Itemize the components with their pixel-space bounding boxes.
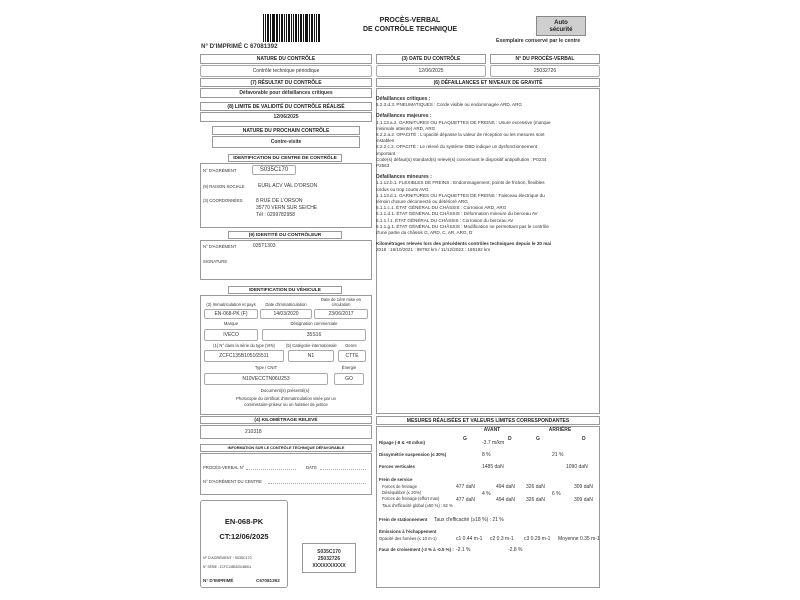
ffm-ar-g: 326 daN xyxy=(526,497,545,503)
col-av-g: G xyxy=(463,436,467,442)
col-ar-d: D xyxy=(582,436,586,442)
deliverable-date-line xyxy=(320,469,366,470)
forces-verticales-av: 1485 daN xyxy=(482,464,504,470)
barcode-stripe xyxy=(288,14,289,42)
type-value: N10VECCTN06U253 xyxy=(204,373,328,385)
mineure-4: 6.1.1.c.1. ÉTAT GÉNÉRAL DU CHÂSSIS : Corrosion ARD, ARG xyxy=(376,205,507,211)
sticker-line3: XXXXXXXXXX xyxy=(312,563,346,569)
mesures-arriere: ARRIÈRE xyxy=(548,427,572,433)
type-header: Type / CNIT xyxy=(254,365,278,370)
majeure-4: 8.2.2.c.2. OPACITÉ : Le relevé du système OBD indique un dysfonctionnement xyxy=(376,144,538,150)
frein-service-label: Frein de service xyxy=(379,477,413,482)
ff-av-g: 477 daN xyxy=(456,484,475,490)
category-badge: Auto sécurité xyxy=(536,16,586,36)
marque-header: Marque xyxy=(223,321,239,326)
majeure-3: instables xyxy=(376,138,395,144)
designation-value: 35S16 xyxy=(262,329,366,341)
immat-header: (2) Immatriculation et pays xyxy=(206,302,256,307)
barcode-stripe xyxy=(303,14,304,42)
stub-imprime-value: C67081392 xyxy=(256,578,280,583)
stub-imprime-label: N° D'IMPRIMÉ xyxy=(203,578,234,583)
barcode-stripe xyxy=(318,14,319,42)
mineure-5: 6.1.1.d.1. ÉTAT GÉNÉRAL DU CHÂSSIS : Déformation mineure du berceau AV xyxy=(376,211,538,217)
immat-value: EN-068-PK (F) xyxy=(204,309,258,319)
majeure-1: minimale atteinte) ARD, ARG xyxy=(376,125,436,131)
vin-value: ZCFC135B105165511 xyxy=(204,350,284,362)
centre-address2: 35770 VERN SUR SEICHE xyxy=(256,205,318,211)
deliverable-date-label: DATE xyxy=(306,465,317,470)
deliverable-pv-label: PROCÈS-VERBAL N° xyxy=(203,465,245,470)
barcode-stripe xyxy=(314,14,315,42)
majeure-2: 8.2.2.a.2. OPACITÉ : L'opacité dépasse la valeur de réception ou les mesures sont xyxy=(376,132,545,138)
sticker-line1: S035C170 xyxy=(317,549,341,555)
majeure-7: P2563 xyxy=(376,163,390,169)
controleur-agrement-label: N° D'AGRÉMENT xyxy=(203,244,237,249)
dissym-susp-label: Dissymétrie suspension (≤ 30%) xyxy=(379,452,447,457)
imprime-number: N° D'IMPRIMÉ C 67081392 xyxy=(201,43,278,50)
deliverable-agrement-label: N° D'AGRÉMENT DU CENTRE xyxy=(203,479,262,484)
kilometrage-header: (4) KILOMÉTRAGE RELEVÉ xyxy=(200,416,372,424)
km-history-title: Kilométrages relevés lors des précédents contrôles techniques depuis le 20 mai xyxy=(376,241,552,247)
stub-immat: EN-068-PK xyxy=(224,517,264,526)
ffm-av-d: 494 daN xyxy=(496,497,515,503)
date-first-value: 23/06/2017 xyxy=(314,309,368,319)
defaillances-header: (6) DÉFAILLANCES ET NIVEAUX DE GRAVITÉ xyxy=(376,78,600,87)
col-ar-g: G xyxy=(536,436,540,442)
barcode-stripe xyxy=(270,14,271,42)
nature-header: NATURE DU CONTRÔLE xyxy=(200,54,372,64)
barcode-stripe xyxy=(319,14,320,42)
categorie-value: N1 xyxy=(288,350,334,362)
barcode-stripe xyxy=(295,14,296,42)
barcode-stripe xyxy=(265,14,266,42)
majeure-0: 1.1.13.a.2. GARNITURES OU PLAQUETTES DE FREINS : Usure excessive (marque xyxy=(376,119,551,125)
categorie-header: (5) Catégorie internationale xyxy=(286,343,337,348)
desequilibre-ar: 6 % xyxy=(552,491,561,497)
defaillances-list xyxy=(376,96,596,254)
date-first-header: Date de 1ère mise en circulation xyxy=(320,297,362,307)
centre-agrement-value: S035C170 xyxy=(252,165,296,175)
nature-value: Contrôle technique périodique xyxy=(200,65,372,77)
forces-freinage-label: Forces de freinage xyxy=(382,484,417,489)
controleur-agrement-value: 035T1303 xyxy=(253,243,276,249)
pv-number-header: N° DU PROCÈS-VERBAL xyxy=(490,54,600,64)
dissym-susp-ar: 21 % xyxy=(552,452,564,458)
barcode-stripe xyxy=(291,14,293,42)
designation-header: Désignation commerciale xyxy=(290,321,338,326)
stub-ticket xyxy=(200,500,288,588)
deliverable-header: INFORMATION SUR LE CONTRÔLE TECHNIQUE DÉFAVORABLE xyxy=(200,444,372,452)
documents-value: Photocopie du certificat d'immatriculation visée par un commissaire-priseur ou un huissier de justice xyxy=(236,396,336,407)
barcode-stripe xyxy=(289,14,290,42)
km-history-line: 2018 : 16/10/2021 : 89792 km / 11/12/2023 : 169192 km xyxy=(376,247,491,253)
page-title-line1: PROCÈS-VERBAL xyxy=(379,17,441,24)
barcode-stripe xyxy=(281,14,282,42)
opacite-c2: c2 0.3 m-1 xyxy=(490,536,514,542)
barcode-stripe xyxy=(316,14,317,42)
date-controle-value: 12/06/2025 xyxy=(376,65,486,77)
copy-note: Exemplaire conservé par le centre xyxy=(496,38,581,44)
centre-agrement-label: N° D'AGRÉMENT xyxy=(203,168,237,173)
croisement-g: -2.1 % xyxy=(456,547,471,553)
mineure-3: témoin d'usure déconnecté ou détérioré ARG xyxy=(376,199,468,205)
barcode-stripe xyxy=(293,14,294,42)
barcode-stripe xyxy=(301,14,302,42)
deliverable-agrement-line xyxy=(268,483,366,484)
date-immat-header: Date d'immatriculation xyxy=(265,302,307,307)
ripage-value: -3.7 m/km xyxy=(482,440,505,446)
croisement-label: Faux de croisement (-3 % à -0.5 %) : xyxy=(379,547,454,552)
ffm-ar-d: 309 daN xyxy=(574,497,593,503)
marque-value: IVECO xyxy=(204,329,258,341)
ff-av-d: 494 daN xyxy=(496,484,515,490)
mineure-0: 1.1.12.b.1. FLEXIBLES DE FREINS : Endommagement, points de friction, flexibles xyxy=(376,180,545,186)
page-title-line2: DE CONTRÔLE TECHNIQUE xyxy=(362,26,458,33)
barcode-stripe xyxy=(268,14,269,42)
deliverable-pv-line xyxy=(246,469,296,470)
barcode-stripe xyxy=(263,14,264,42)
mineures-title: Défaillances mineures : xyxy=(376,174,432,181)
controleur-signature-label: SIGNATURE xyxy=(203,259,228,264)
barcode-stripe xyxy=(311,14,312,42)
mineure-8: d'une partie du châssis G, ARD, C, AR, ARG, D xyxy=(376,230,473,236)
controleur-header: (9) IDENTITÉ DU CONTRÔLEUR xyxy=(228,231,342,239)
prochain-header: NATURE DU PROCHAIN CONTRÔLE xyxy=(212,126,360,135)
centre-raison-value: EURL ACV VAL D'ORSON xyxy=(258,183,318,189)
resultat-value: Défavorable pour défaillances critiques xyxy=(200,88,372,98)
documents-label: Document(s) présenté(s) xyxy=(260,388,310,393)
col-av-d: D xyxy=(508,436,512,442)
prochain-value: Contre-visite xyxy=(212,136,360,148)
barcode-stripe xyxy=(273,14,275,42)
ffm-av-g: 477 daN xyxy=(456,497,475,503)
barcode-stripe xyxy=(286,14,287,42)
desequilibre-label: Déséquilibre (≤ 20%) xyxy=(382,490,422,495)
barcode-stripe xyxy=(296,14,297,42)
barcode xyxy=(263,14,321,42)
mineure-1: tordus ou trop courts AVG xyxy=(376,186,429,192)
centre-header: IDENTIFICATION DU CENTRE DE CONTRÔLE xyxy=(228,154,342,162)
barcode-stripe xyxy=(284,14,285,42)
majeure-5: important xyxy=(376,150,396,156)
majeures-title: Défaillances majeures : xyxy=(376,113,432,120)
genre-header: Genre xyxy=(345,343,357,348)
barcode-stripe xyxy=(277,14,278,42)
genre-value: CTTE xyxy=(338,350,366,362)
dissym-susp-av: 8 % xyxy=(482,452,491,458)
kilometrage-value: 210318 xyxy=(200,425,372,439)
energie-header: Énergie xyxy=(341,365,357,370)
limite-value: 12/06/2025 xyxy=(200,112,372,122)
barcode-stripe xyxy=(300,14,301,42)
forces-verticales-label: Forces verticales xyxy=(379,464,415,469)
pv-number-value: 25032726 xyxy=(490,65,600,77)
barcode-stripe xyxy=(267,14,268,42)
barcode-stripe xyxy=(298,14,299,42)
opacite-moyenne: Moyenne 0.35 m-1 xyxy=(558,536,600,542)
ff-max-label: Forces de freinage (effort max) xyxy=(382,496,440,501)
critiques-title: Défaillances critiques : xyxy=(376,96,431,102)
vehicule-header: IDENTIFICATION DU VÉHICULE xyxy=(228,286,342,294)
taux-service: Taux d'efficacité global (≥50 %) : 62 % xyxy=(382,503,453,508)
barcode-stripe xyxy=(312,14,313,42)
opacite-c1: c1 0.44 m-1 xyxy=(456,536,483,542)
barcode-stripe xyxy=(309,14,310,42)
date-immat-value: 14/03/2020 xyxy=(260,309,312,319)
taux-stationnement: Taux d'efficacité (≥18 %) : 21 % xyxy=(434,517,504,523)
vin-header: (1) N° dans la série du type (VIN) xyxy=(213,343,275,348)
ripage-label: Ripage (-8 & +8 m/km) xyxy=(379,440,425,445)
energie-value: GO xyxy=(334,373,364,385)
resultat-header: (7) RÉSULTAT DU CONTRÔLE xyxy=(200,78,372,87)
mineure-7: 6.1.1.g.1. ÉTAT GÉNÉRAL DU CHÂSSIS : Modification ne permettant pas le contrôle xyxy=(376,223,549,229)
mesures-header: MESURES RÉALISÉES ET VALEURS LIMITES CORRESPONDANTES xyxy=(376,416,600,425)
emissions-label: Émissions à l'échappement xyxy=(379,529,437,534)
critique-0: 5.2.3.d.3. PNEUMATIQUES : Corde visible ou endommagée ARD, ARG xyxy=(376,102,522,108)
opacite-c3: c3 0.29 m-1 xyxy=(524,536,551,542)
stub-ct-date: CT:12/06/2025 xyxy=(219,532,269,541)
barcode-stripe xyxy=(306,14,308,42)
mineure-6: 6.1.1.f.1. ÉTAT GÉNÉRAL DU CHÂSSIS : Corrosion du berceau AV xyxy=(376,217,514,223)
frein-stationnement-label: Frein de stationnement xyxy=(379,517,428,522)
date-controle-header: (3) DATE DU CONTRÔLE xyxy=(376,54,486,64)
stub-agrement: N° D'AGRÉMENT : S035C170 xyxy=(203,556,252,560)
ff-ar-g: 326 daN xyxy=(526,484,545,490)
ff-ar-d: 309 daN xyxy=(574,484,593,490)
mineure-2: 1.1.13.d.1. GARNITURES OU PLAQUETTES DE FREINS : Faisceau électrique du xyxy=(376,192,545,198)
opacite-label: Opacité des fumées (≤ 10 m-1) xyxy=(379,536,437,541)
mesures-avant: AVANT xyxy=(483,427,501,433)
deliverable-box xyxy=(200,453,372,495)
barcode-stripe xyxy=(279,14,280,42)
barcode-stripe xyxy=(276,14,277,42)
barcode-stripe xyxy=(305,14,306,42)
forces-verticales-ar: 1090 daN xyxy=(566,464,588,470)
centre-phone: Tél : 0299782958 xyxy=(256,212,295,218)
centre-raison-label: (9) RAISON SOCIALE xyxy=(203,184,245,189)
centre-address1: 8 RUE DE L'ORSON xyxy=(256,198,303,204)
stub-serie: N° SÉRIE : ZCFC135B105165511 xyxy=(203,565,252,569)
sticker-line2: 25032726 xyxy=(317,556,341,562)
croisement-d: -2.8 % xyxy=(508,547,523,553)
desequilibre-av: 4 % xyxy=(482,491,491,497)
barcode-stripe xyxy=(282,14,283,42)
barcode-stripe xyxy=(272,14,273,42)
limite-header: (8) LIMITE DE VALIDITÉ DU CONTRÔLE RÉALISÉ xyxy=(200,102,372,111)
centre-coord-label: (3) COORDONNÉES xyxy=(203,198,243,203)
majeure-6: Code(s) défaut(s) standard(s) relevé(s) concernant le dispositif antipollution : P0234 xyxy=(376,156,547,162)
